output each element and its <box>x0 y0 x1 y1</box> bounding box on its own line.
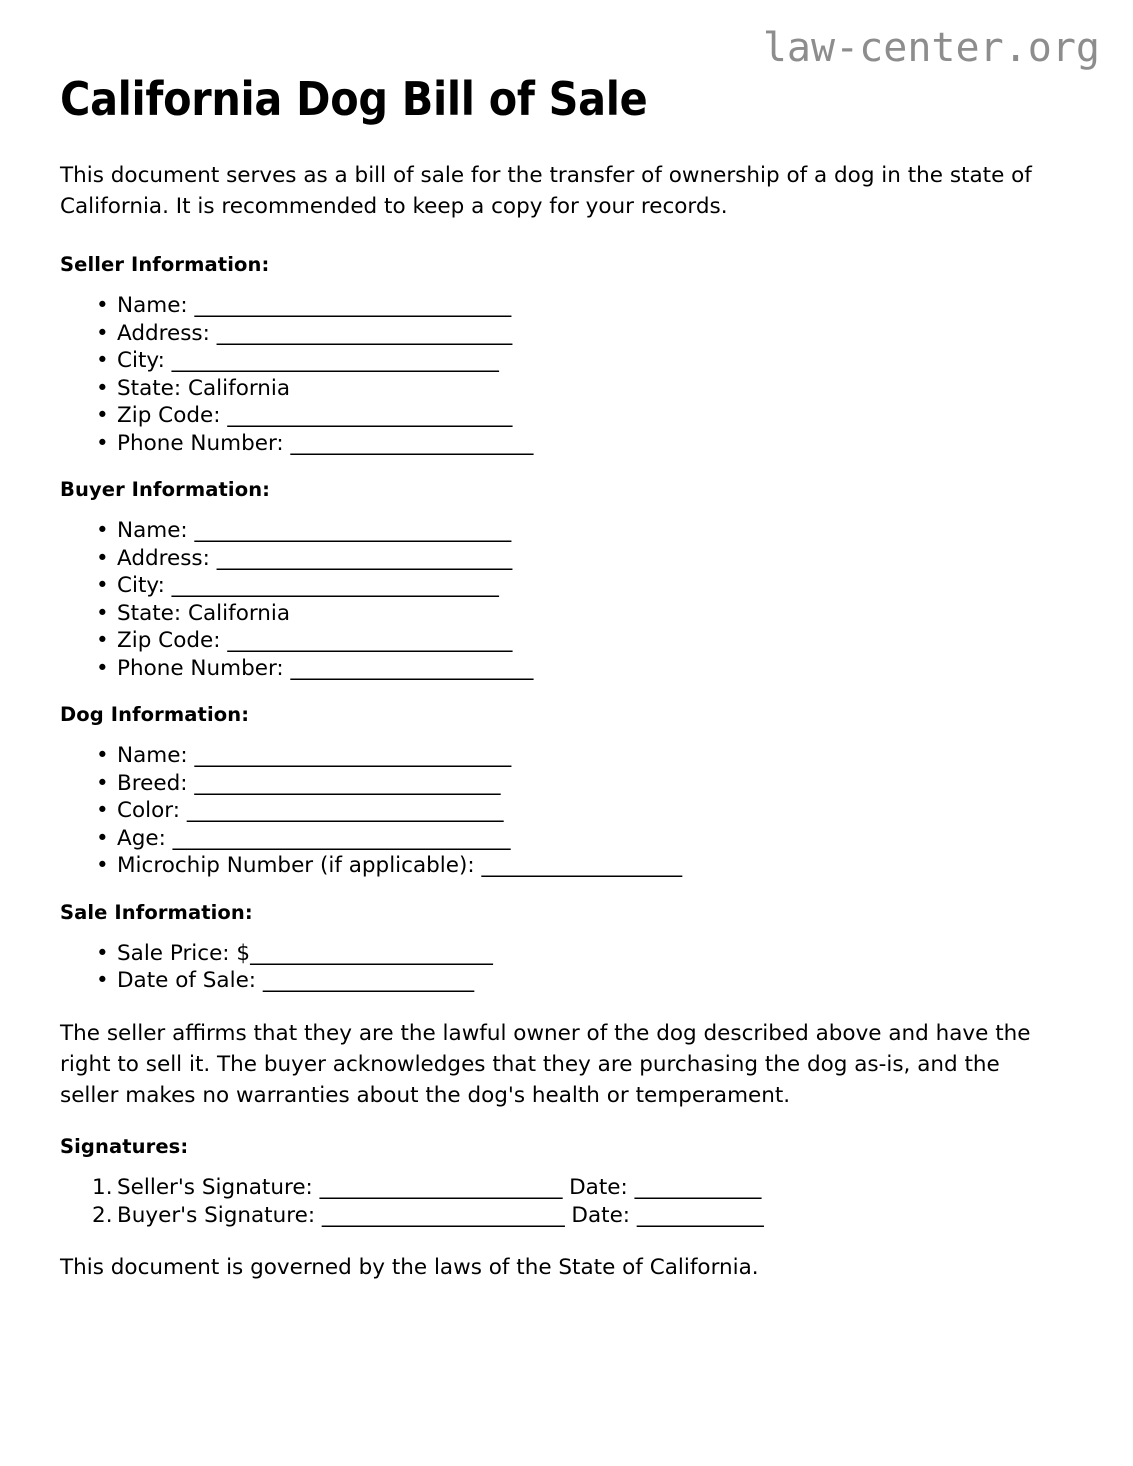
list-item <box>117 967 1065 995</box>
date-blank[interactable]: ____________ <box>636 1202 764 1228</box>
list-item <box>117 770 1065 798</box>
list-item <box>117 1174 1065 1202</box>
field-label: Name: <box>117 743 195 768</box>
list-item <box>117 825 1065 853</box>
list-item <box>117 430 1065 458</box>
field-label: Name: <box>117 293 195 318</box>
field-label: Microchip Number (if applicable): <box>117 853 482 878</box>
sale-field-list <box>60 940 1065 995</box>
buyer-field-list <box>60 517 1065 682</box>
list-item <box>117 627 1065 655</box>
field-label: Zip Code: <box>117 628 228 653</box>
field-blank[interactable]: ______________________________ <box>194 293 512 318</box>
field-blank[interactable]: ______________________________ <box>194 743 512 768</box>
document-body <box>60 160 1065 1283</box>
field-label: City: <box>117 348 172 373</box>
field-label: City: <box>117 573 172 598</box>
dog-field-list <box>60 742 1065 880</box>
buyer-section-heading: Buyer Information: <box>60 478 271 501</box>
field-label: State: California <box>117 375 291 401</box>
affirmation-paragraph: The seller affirms that they are the lawful owner of the dog described above and have the right to sell it. The buyer acknowledges that they are purchasing the dog as-is, and the seller makes no warranties about the dog's health or temperament. <box>60 1020 1031 1108</box>
signature-label: Buyer's Signature: <box>117 1202 322 1228</box>
field-blank[interactable]: ______________________________ <box>186 798 504 823</box>
intro-paragraph: This document serves as a bill of sale for the transfer of ownership of a dog in the state of California. It is recommended to keep a copy for your records. <box>60 163 1032 219</box>
list-item <box>117 572 1065 600</box>
dog-section-heading: Dog Information: <box>60 703 250 726</box>
field-label: Color: <box>117 798 187 823</box>
sale-section-heading: Sale Information: <box>60 900 253 924</box>
list-item <box>117 852 1065 880</box>
field-label: Sale Price: $ <box>117 940 251 966</box>
date-label: Date: <box>562 1174 635 1200</box>
field-label: Zip Code: <box>117 403 228 428</box>
list-item <box>117 600 1065 628</box>
field-blank[interactable]: _______________________ <box>290 430 534 456</box>
list-item <box>117 797 1065 825</box>
field-label: Phone Number: <box>117 655 291 681</box>
field-blank[interactable]: _______________________ <box>290 655 534 681</box>
list-item <box>117 1202 1065 1230</box>
list-item <box>117 347 1065 375</box>
page-title: California Dog Bill of Sale <box>60 72 648 126</box>
seller-section-heading: Seller Information: <box>60 253 270 276</box>
signature-blank[interactable]: _______________________ <box>321 1202 565 1228</box>
field-label: Age: <box>117 825 173 851</box>
field-label: Breed: <box>117 770 195 796</box>
field-blank[interactable]: ________________________________ <box>172 825 511 851</box>
field-blank[interactable]: ____________________ <box>262 968 474 993</box>
field-label: Address: <box>117 545 217 571</box>
field-label: Address: <box>117 320 217 346</box>
list-item <box>117 320 1065 348</box>
field-blank[interactable]: ___________________________ <box>227 628 513 653</box>
field-label: State: California <box>117 600 291 626</box>
field-blank[interactable]: ___________________ <box>481 853 682 878</box>
field-blank[interactable]: ____________________________ <box>216 320 513 346</box>
field-blank[interactable]: ______________________________ <box>194 518 512 543</box>
list-item <box>117 742 1065 770</box>
list-item <box>117 375 1065 403</box>
signatures-section-heading: Signatures: <box>60 1134 189 1158</box>
list-item <box>117 517 1065 545</box>
field-blank[interactable]: _______________________________ <box>171 573 499 598</box>
list-item <box>117 940 1065 968</box>
date-blank[interactable]: ____________ <box>634 1174 762 1200</box>
list-item <box>117 655 1065 683</box>
field-blank[interactable]: ___________________________ <box>227 403 513 428</box>
signature-blank[interactable]: _______________________ <box>319 1174 563 1200</box>
field-blank[interactable]: _______________________ <box>250 940 493 966</box>
list-item <box>117 545 1065 573</box>
field-blank[interactable]: _______________________________ <box>171 348 499 373</box>
signature-label: Seller's Signature: <box>117 1174 320 1200</box>
field-blank[interactable]: ____________________________ <box>216 545 513 571</box>
site-watermark: law-center.org <box>762 25 1100 71</box>
seller-field-list <box>60 292 1065 457</box>
field-blank[interactable]: _____________________________ <box>194 770 501 796</box>
governing-law-paragraph: This document is governed by the laws of the State of California. <box>60 1254 759 1280</box>
field-label: Phone Number: <box>117 430 291 456</box>
list-item <box>117 402 1065 430</box>
signature-list <box>60 1174 1065 1230</box>
field-label: Date of Sale: <box>117 968 263 993</box>
field-label: Name: <box>117 518 195 543</box>
date-label: Date: <box>564 1202 637 1228</box>
list-item <box>117 292 1065 320</box>
